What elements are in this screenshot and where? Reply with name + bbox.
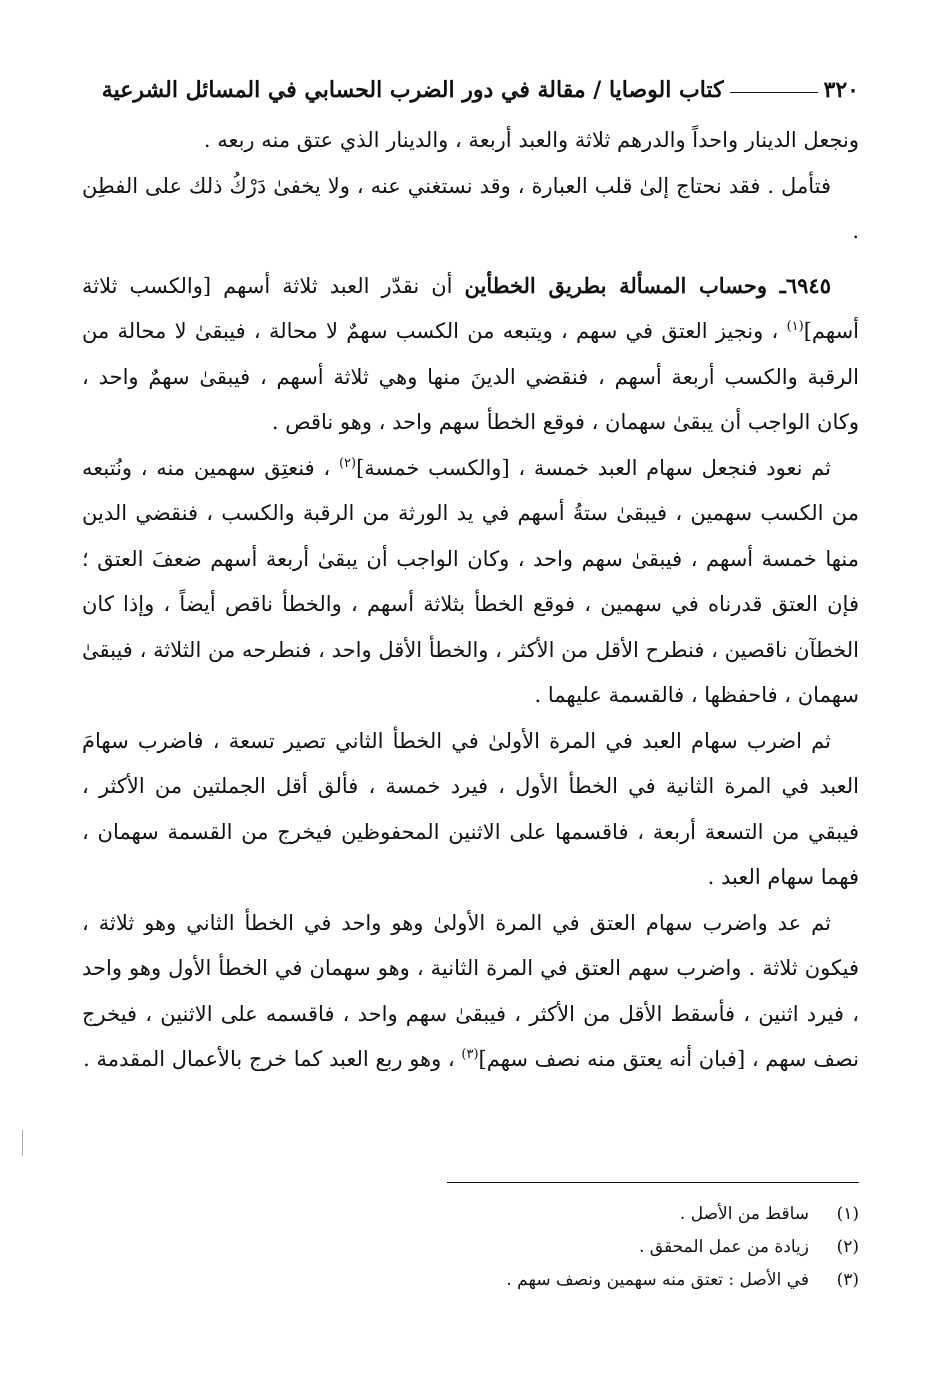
section-heading: ٦٩٤٥ـ وحساب المسألة بطريق الخطأين <box>464 272 831 298</box>
paragraph: ثم اضرب سهام العبد في المرة الأولىٰ في الخطأ الثاني تصير تسعة ، فاضرب سهامَ العبد في المرة الثانية في الخطأ الأول ، فيرد خمسة ، فألق أقل الجملتين من الأكثر ، فيبقي من التسعة أربعة ، فاقسمها على الاثنين المحفوظين فيخرج من القسمة سهمان ، فهما سهام العبد . <box>82 728 859 889</box>
paragraph: ثم نعود فنجعل سهام العبد خمسة ، [والكسب خمسة]$^{(٢)}$ ، فنعتِق سهمين منه ، ونُتبعه من الكسب سهمين ، فيبقىٰ ستةُ أسهم في يد الورثة من الرقبة والكسب ، فنقضي الدين منها خمسة أسهم ، فيبقىٰ سهم واحد ، وكان الواجب أن يبقىٰ أربعة أسهم ضعفَ العتق ؛ فإن العتق قدرناه في سهمين ، فوقع الخطأ بثلاثة أسهم ، والخطأ ناقص أيضاً ، وإذا كان الخطآن ناقصين ، فنطرح الأقل من الأكثر ، والخطأ الأقل واحد ، فنطرحه من الثلاثة ، فيبقىٰ سهمان ، فاحفظها ، فالقسمة عليهما . <box>82 455 859 707</box>
footnote-text: ساقط من الأصل . <box>679 1204 809 1224</box>
margin-mark <box>22 1130 23 1156</box>
paragraph: ونجعل الدينار واحداً والدرهم ثلاثة والعبد أربعة ، والدينار الذي عتق منه ربعه . <box>203 128 859 152</box>
footnote-number: (٢) <box>836 1237 859 1257</box>
footnote-number: (٣) <box>836 1270 859 1290</box>
footnotes <box>99 1198 859 1297</box>
footnote-ref: (١) <box>786 319 804 334</box>
footnote-separator <box>447 1182 859 1183</box>
footnote-ref: (٣) <box>461 1047 479 1062</box>
footnote-text: زيادة من عمل المحقق . <box>639 1237 809 1257</box>
paragraph: ٦٩٤٥ـ وحساب المسألة بطريق الخطأين أن نقدّر العبد ثلاثة أسهم [والكسب ثلاثة أسهم]$^{(١)}$ ، ونجيز العتق في سهم ، ويتبعه من الكسب سهمٌ لا محالة ، فيبقىٰ لا محالة من الرقبة والكسب أربعة أسهم ، فنقضي الدينَ منها وهي ثلاثة أسهم ، فيبقىٰ سهمٌ واحد ، وكان الواجب أن يبقىٰ سهمان ، فوقع الخطأ سهم واحد ، وهو ناقص . <box>82 272 859 434</box>
running-header <box>82 62 859 118</box>
body-text <box>82 118 859 1083</box>
running-title: كتاب الوصايا / مقالة في دور الضرب الحسابي في المسائل الشرعية <box>101 77 724 103</box>
footnote <box>99 1198 859 1231</box>
header-rule <box>730 92 818 93</box>
page-number: ٣٢٠ <box>823 77 859 103</box>
footnote-text: في الأصل : تعتق منه سهمين ونصف سهم . <box>506 1270 809 1290</box>
paragraph: فتأمل . فقد نحتاج إلىٰ قلب العبارة ، وقد نستغني عنه ، ولا يخفىٰ دَرْكُ ذلك على الفطِن . <box>82 173 859 243</box>
footnote <box>99 1231 859 1264</box>
paragraph: ثم عد واضرب سهام العتق في المرة الأولىٰ وهو واحد في الخطأ الثاني وهو ثلاثة ، فيكون ثلاثة . واضرب سهم العتق في المرة الثانية ، وهو سهمان في الخطأ الأول وهو واحد ، فيرد اثنين ، فأسقط الأقل من الأكثر ، فيبقىٰ سهم واحد ، فاقسمه على الاثنين ، فيخرج نصف سهم ، [فبان أنه يعتق منه نصف سهم]$^{(٣)}$ ، وهو ربع العبد كما خرج بالأعمال المقدمة . <box>82 910 859 1071</box>
footnote <box>99 1264 859 1297</box>
footnote-number: (١) <box>836 1204 859 1224</box>
footnote-ref: (٢) <box>338 455 357 471</box>
